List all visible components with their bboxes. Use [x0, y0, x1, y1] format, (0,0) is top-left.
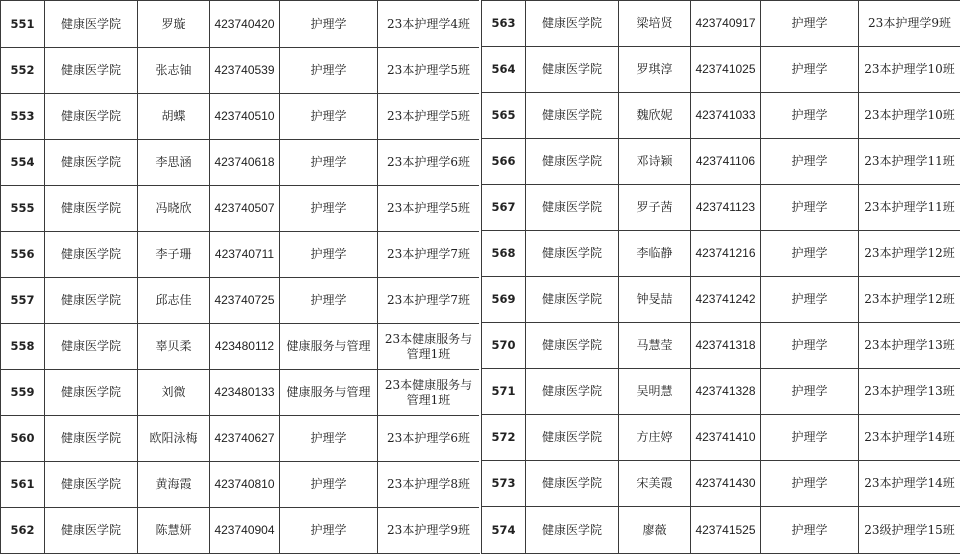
major-cell: 护理学 [761, 1, 859, 47]
college-cell: 健康医学院 [526, 369, 619, 415]
major-cell: 护理学 [761, 47, 859, 93]
major-cell: 护理学 [761, 323, 859, 369]
college-cell: 健康医学院 [526, 415, 619, 461]
major-cell: 护理学 [761, 277, 859, 323]
student-id-cell: 423740810 [210, 462, 280, 508]
row-number-cell: 561 [1, 462, 45, 508]
table-row [482, 139, 960, 185]
class-name-cell: 23本护理学5班 [378, 186, 480, 232]
student-name-cell: 方庄婷 [619, 415, 691, 461]
major-cell: 护理学 [761, 231, 859, 277]
student-id-cell: 423741410 [691, 415, 761, 461]
class-name-cell: 23本护理学7班 [378, 278, 480, 324]
student-name-cell: 刘微 [138, 370, 210, 416]
student-name-cell: 罗璇 [138, 1, 210, 48]
student-name-cell: 李临静 [619, 231, 691, 277]
class-name-cell: 23本护理学5班 [378, 94, 480, 140]
student-name-cell: 李思涵 [138, 140, 210, 186]
student-name-cell: 梁培贤 [619, 1, 691, 47]
class-name-cell: 23本护理学9班 [859, 1, 960, 47]
college-cell: 健康医学院 [526, 323, 619, 369]
student-id-cell: 423741328 [691, 369, 761, 415]
class-name-cell: 23本护理学8班 [378, 462, 480, 508]
row-number-cell: 569 [482, 277, 526, 323]
major-cell: 护理学 [761, 93, 859, 139]
row-number-cell: 570 [482, 323, 526, 369]
row-number-cell: 568 [482, 231, 526, 277]
college-cell: 健康医学院 [45, 232, 138, 278]
row-number-cell: 554 [1, 140, 45, 186]
table-row [482, 461, 960, 507]
row-number-cell: 560 [1, 416, 45, 462]
student-name-cell: 罗琪淳 [619, 47, 691, 93]
table-row [1, 186, 480, 232]
row-number-cell: 552 [1, 48, 45, 94]
student-name-cell: 陈慧妍 [138, 508, 210, 554]
table-row [1, 94, 480, 140]
student-id-cell: 423740507 [210, 186, 280, 232]
major-cell: 护理学 [280, 186, 378, 232]
major-cell: 健康服务与管理 [280, 370, 378, 416]
student-id-cell: 423741106 [691, 139, 761, 185]
college-cell: 健康医学院 [526, 461, 619, 507]
class-name-cell: 23本护理学5班 [378, 48, 480, 94]
student-name-cell: 邓诗颖 [619, 139, 691, 185]
major-cell: 护理学 [280, 232, 378, 278]
college-cell: 健康医学院 [526, 47, 619, 93]
student-id-cell: 423740917 [691, 1, 761, 47]
student-name-cell: 胡蝶 [138, 94, 210, 140]
table-row [482, 231, 960, 277]
college-cell: 健康医学院 [526, 139, 619, 185]
college-cell: 健康医学院 [526, 277, 619, 323]
student-id-cell: 423741242 [691, 277, 761, 323]
college-cell: 健康医学院 [45, 186, 138, 232]
class-name-cell: 23本护理学11班 [859, 185, 960, 231]
class-name-cell: 23本护理学10班 [859, 93, 960, 139]
row-number-cell: 563 [482, 1, 526, 47]
student-id-cell: 423741033 [691, 93, 761, 139]
student-name-cell: 黄海霞 [138, 462, 210, 508]
student-id-cell: 423480112 [210, 324, 280, 370]
student-id-cell: 423740904 [210, 508, 280, 554]
major-cell: 护理学 [761, 139, 859, 185]
class-name-cell: 23本健康服务与管理1班 [378, 370, 480, 416]
student-name-cell: 吴明慧 [619, 369, 691, 415]
table-row [1, 324, 480, 370]
major-cell: 护理学 [761, 461, 859, 507]
table-row [1, 416, 480, 462]
college-cell: 健康医学院 [526, 507, 619, 554]
row-number-cell: 571 [482, 369, 526, 415]
student-id-cell: 423741430 [691, 461, 761, 507]
class-name-cell: 23本护理学12班 [859, 231, 960, 277]
table-row [482, 507, 960, 554]
student-id-cell: 423480133 [210, 370, 280, 416]
row-number-cell: 551 [1, 1, 45, 48]
table-row [482, 47, 960, 93]
row-number-cell: 559 [1, 370, 45, 416]
student-name-cell: 廖薇 [619, 507, 691, 554]
major-cell: 护理学 [280, 140, 378, 186]
table-row [1, 48, 480, 94]
student-id-cell: 423740711 [210, 232, 280, 278]
student-id-cell: 423740725 [210, 278, 280, 324]
student-name-cell: 张志铀 [138, 48, 210, 94]
major-cell: 健康服务与管理 [280, 324, 378, 370]
student-name-cell: 钟旻喆 [619, 277, 691, 323]
class-name-cell: 23本护理学12班 [859, 277, 960, 323]
table-row [482, 369, 960, 415]
student-id-cell: 423741025 [691, 47, 761, 93]
college-cell: 健康医学院 [45, 278, 138, 324]
table-row [1, 370, 480, 416]
table-body-right [482, 1, 960, 554]
student-name-cell: 罗子茜 [619, 185, 691, 231]
student-id-cell: 423740627 [210, 416, 280, 462]
student-id-cell: 423741216 [691, 231, 761, 277]
class-name-cell: 23本护理学14班 [859, 415, 960, 461]
row-number-cell: 558 [1, 324, 45, 370]
student-id-cell: 423740420 [210, 1, 280, 48]
class-name-cell: 23本护理学6班 [378, 140, 480, 186]
table-row [1, 140, 480, 186]
college-cell: 健康医学院 [526, 1, 619, 47]
student-table-right [481, 0, 960, 554]
row-number-cell: 565 [482, 93, 526, 139]
table-row [482, 1, 960, 47]
row-number-cell: 572 [482, 415, 526, 461]
major-cell: 护理学 [280, 1, 378, 48]
student-id-cell: 423741123 [691, 185, 761, 231]
row-number-cell: 556 [1, 232, 45, 278]
table-body-left [1, 1, 480, 554]
class-name-cell: 23本护理学9班 [378, 508, 480, 554]
major-cell: 护理学 [280, 508, 378, 554]
college-cell: 健康医学院 [45, 508, 138, 554]
class-name-cell: 23本健康服务与管理1班 [378, 324, 480, 370]
major-cell: 护理学 [280, 416, 378, 462]
major-cell: 护理学 [761, 507, 859, 554]
student-name-cell: 马慧莹 [619, 323, 691, 369]
student-name-cell: 邱志佳 [138, 278, 210, 324]
college-cell: 健康医学院 [45, 462, 138, 508]
college-cell: 健康医学院 [45, 1, 138, 48]
table-row [1, 508, 480, 554]
student-name-cell: 宋美霞 [619, 461, 691, 507]
row-number-cell: 573 [482, 461, 526, 507]
student-id-cell: 423741525 [691, 507, 761, 554]
college-cell: 健康医学院 [45, 416, 138, 462]
student-name-cell: 欧阳泳梅 [138, 416, 210, 462]
row-number-cell: 553 [1, 94, 45, 140]
student-id-cell: 423741318 [691, 323, 761, 369]
row-number-cell: 574 [482, 507, 526, 554]
row-number-cell: 564 [482, 47, 526, 93]
college-cell: 健康医学院 [526, 93, 619, 139]
major-cell: 护理学 [280, 48, 378, 94]
table-row [1, 1, 480, 48]
class-name-cell: 23本护理学13班 [859, 369, 960, 415]
major-cell: 护理学 [761, 369, 859, 415]
row-number-cell: 562 [1, 508, 45, 554]
college-cell: 健康医学院 [526, 231, 619, 277]
class-name-cell: 23本护理学11班 [859, 139, 960, 185]
major-cell: 护理学 [280, 278, 378, 324]
major-cell: 护理学 [761, 415, 859, 461]
student-name-cell: 李子珊 [138, 232, 210, 278]
college-cell: 健康医学院 [45, 140, 138, 186]
class-name-cell: 23本护理学6班 [378, 416, 480, 462]
row-number-cell: 555 [1, 186, 45, 232]
row-number-cell: 567 [482, 185, 526, 231]
table-row [1, 278, 480, 324]
table-row [1, 462, 480, 508]
college-cell: 健康医学院 [45, 94, 138, 140]
student-id-cell: 423740510 [210, 94, 280, 140]
class-name-cell: 23本护理学4班 [378, 1, 480, 48]
student-id-cell: 423740539 [210, 48, 280, 94]
class-name-cell: 23级护理学15班 [859, 507, 960, 554]
row-number-cell: 557 [1, 278, 45, 324]
student-name-cell: 冯晓欣 [138, 186, 210, 232]
college-cell: 健康医学院 [45, 324, 138, 370]
college-cell: 健康医学院 [526, 185, 619, 231]
table-row [482, 93, 960, 139]
major-cell: 护理学 [761, 185, 859, 231]
class-name-cell: 23本护理学10班 [859, 47, 960, 93]
major-cell: 护理学 [280, 462, 378, 508]
college-cell: 健康医学院 [45, 370, 138, 416]
student-name-cell: 魏欣妮 [619, 93, 691, 139]
college-cell: 健康医学院 [45, 48, 138, 94]
table-row [482, 277, 960, 323]
table-row [482, 415, 960, 461]
class-name-cell: 23本护理学14班 [859, 461, 960, 507]
table-row [482, 185, 960, 231]
table-row [1, 232, 480, 278]
row-number-cell: 566 [482, 139, 526, 185]
class-name-cell: 23本护理学7班 [378, 232, 480, 278]
class-name-cell: 23本护理学13班 [859, 323, 960, 369]
major-cell: 护理学 [280, 94, 378, 140]
student-name-cell: 辜贝柔 [138, 324, 210, 370]
student-id-cell: 423740618 [210, 140, 280, 186]
table-row [482, 323, 960, 369]
